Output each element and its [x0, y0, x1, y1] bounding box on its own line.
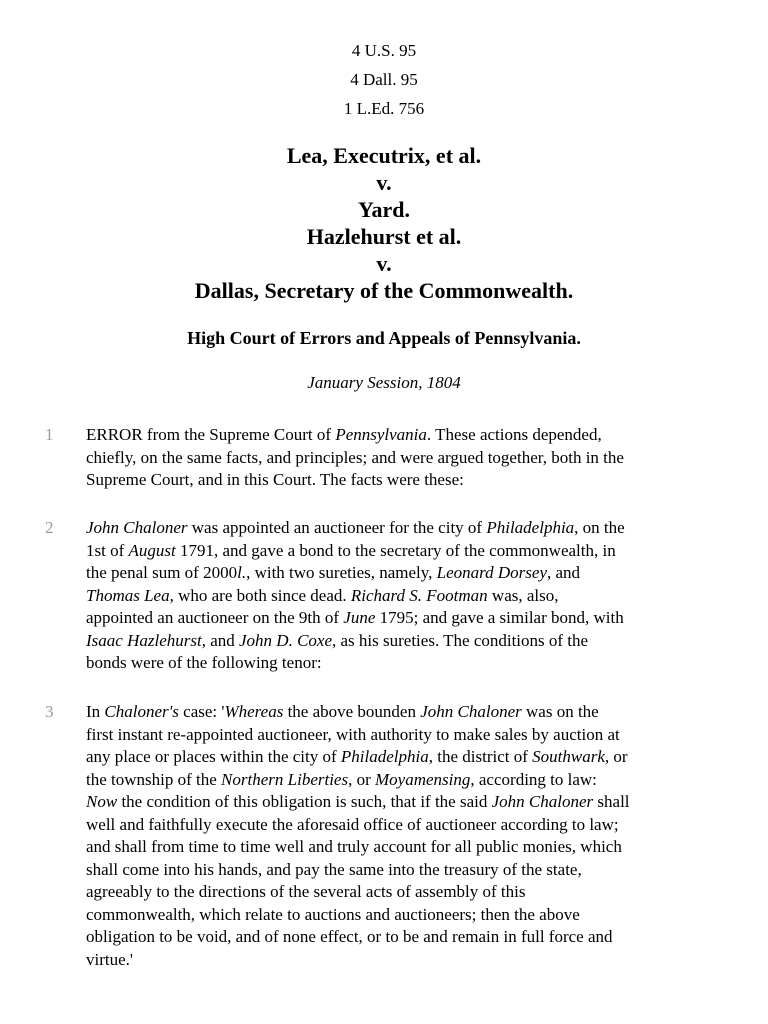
text-run: was on the — [521, 702, 599, 721]
italic-run: Northern Liberties — [221, 769, 349, 789]
text-line — [86, 469, 734, 492]
italic-run: June — [343, 608, 376, 627]
text-line — [86, 724, 734, 747]
text-line — [86, 424, 734, 447]
text-run: , with two sureties, namely, — [246, 563, 437, 582]
text-run: commonwealth, which relate to auctions and auctioneers; then the above — [86, 904, 580, 924]
text-run: virtue.' — [86, 949, 133, 969]
text-run: well and faithfully execute the aforesaid office of auctioneer according to law; — [86, 814, 619, 834]
italic-run: August — [128, 540, 176, 560]
text-run: agreeably to the directions of the several acts of assembly of this — [86, 882, 526, 901]
text-run: and shall from time to time well and truly account for all public monies, which — [86, 837, 622, 856]
citation-us-reports: 4 U.S. 95 — [351, 41, 417, 60]
text-run: 1791, and gave a bond to the secretary of the commonwealth, in — [175, 540, 616, 560]
text-run: , as his sureties. The conditions of the — [332, 630, 589, 650]
text-run: , and — [547, 563, 581, 582]
text-run: , the district of — [428, 747, 533, 766]
italic-run: Isaac Hazlehurst — [86, 630, 202, 650]
paragraph-number: 3 — [45, 702, 54, 721]
text-run: , or — [348, 769, 376, 789]
text-run: bonds were of the following tenor: — [86, 653, 322, 672]
italic-run: Philadelphia — [340, 747, 429, 766]
text-line — [86, 859, 734, 882]
text-line — [86, 881, 734, 904]
italic-run: Whereas — [224, 702, 284, 721]
italic-run: l. — [237, 563, 247, 582]
text-line — [86, 949, 734, 972]
text-run: the condition of this obligation is such, that if the said — [117, 792, 492, 811]
text-line — [86, 746, 734, 769]
italic-run: Pennsylvania — [335, 425, 427, 444]
italic-run: Philadelphia — [486, 518, 575, 537]
text-run: the township of the — [86, 769, 222, 789]
text-run: any place or places within the city of — [86, 747, 341, 766]
text-run: , or — [604, 747, 628, 766]
italic-run: Moyamensing — [375, 769, 471, 789]
citation-lawyers-edition: 1 L.Ed. 756 — [343, 99, 425, 118]
caption-party-lea: Lea, Executrix, et al. — [286, 143, 482, 168]
text-run: was appointed an auctioneer for the city of — [187, 518, 487, 537]
text-line — [86, 540, 734, 563]
text-line — [86, 769, 734, 792]
court-name: High Court of Errors and Appeals of Pennsylvania. — [187, 328, 581, 348]
text-run: chiefly, on the same facts, and principles; and were argued together, both in the — [86, 447, 624, 467]
caption-party-yard: Yard. — [358, 197, 410, 222]
caption-versus: v. — [376, 170, 392, 195]
text-run: , on the — [574, 518, 625, 537]
citation-dallas: 4 Dall. 95 — [350, 70, 418, 89]
text-line — [86, 791, 734, 814]
text-line — [86, 630, 734, 653]
text-line — [86, 701, 734, 724]
italic-run: John Chaloner — [491, 792, 594, 811]
text-run: first instant re-appointed auctioneer, with authority to make sales by auction at — [86, 724, 620, 744]
text-line — [86, 607, 734, 630]
text-run: 1st of — [86, 540, 129, 560]
italic-run: Southwark — [532, 747, 605, 766]
italic-run: Richard S. Footman — [350, 585, 488, 605]
text-run: . These actions depended, — [426, 425, 602, 444]
text-run: 1795; and gave a similar bond, with — [375, 608, 624, 627]
text-line — [86, 652, 734, 675]
text-run: shall come into his hands, and pay the same into the treasury of the state, — [86, 859, 582, 879]
italic-run: Chaloner's — [104, 702, 179, 721]
text-line — [86, 562, 734, 585]
text-run: case: ' — [178, 702, 225, 721]
text-line — [86, 814, 734, 837]
text-run: Supreme Court, and in this Court. The facts were these: — [86, 470, 464, 489]
text-run: ERROR from the Supreme Court of — [86, 425, 336, 444]
paragraph-number: 1 — [45, 425, 54, 444]
italic-run: John D. Coxe — [239, 630, 333, 650]
italic-run: John Chaloner — [86, 518, 188, 537]
text-run: , and — [201, 630, 239, 650]
caption-versus: v. — [376, 251, 392, 276]
text-run: was, also, — [487, 585, 559, 605]
paragraph-number: 2 — [45, 518, 54, 537]
case-caption — [0, 142, 768, 304]
paragraph-text — [86, 517, 734, 675]
session-date: January Session, 1804 — [307, 373, 461, 392]
citations — [0, 36, 768, 123]
italic-run: Now — [86, 792, 118, 811]
text-run: , who are both since dead. — [169, 585, 351, 605]
paragraph-text — [86, 701, 734, 971]
text-run: In — [86, 702, 105, 721]
text-run: the above bounden — [283, 702, 421, 721]
italic-run: John Chaloner — [420, 702, 522, 721]
text-run: , according to law: — [470, 769, 597, 789]
text-line — [86, 585, 734, 608]
text-line — [86, 904, 734, 927]
italic-run: Thomas Lea — [86, 585, 170, 605]
caption-party-hazlehurst: Hazlehurst et al. — [306, 224, 462, 249]
text-line — [86, 447, 734, 470]
paragraph-text — [86, 424, 734, 492]
caption-party-dallas: Dallas, Secretary of the Commonwealth. — [194, 278, 574, 303]
text-run: appointed an auctioneer on the 9th of — [86, 608, 344, 627]
text-line — [86, 517, 734, 540]
text-line — [86, 836, 734, 859]
text-run: obligation to be void, and of none effect, or to be and remain in full force and — [86, 927, 613, 946]
text-run: the penal sum of 2000 — [86, 563, 238, 582]
text-line — [86, 926, 734, 949]
italic-run: Leonard Dorsey — [436, 563, 548, 582]
text-run: shall — [593, 792, 630, 811]
